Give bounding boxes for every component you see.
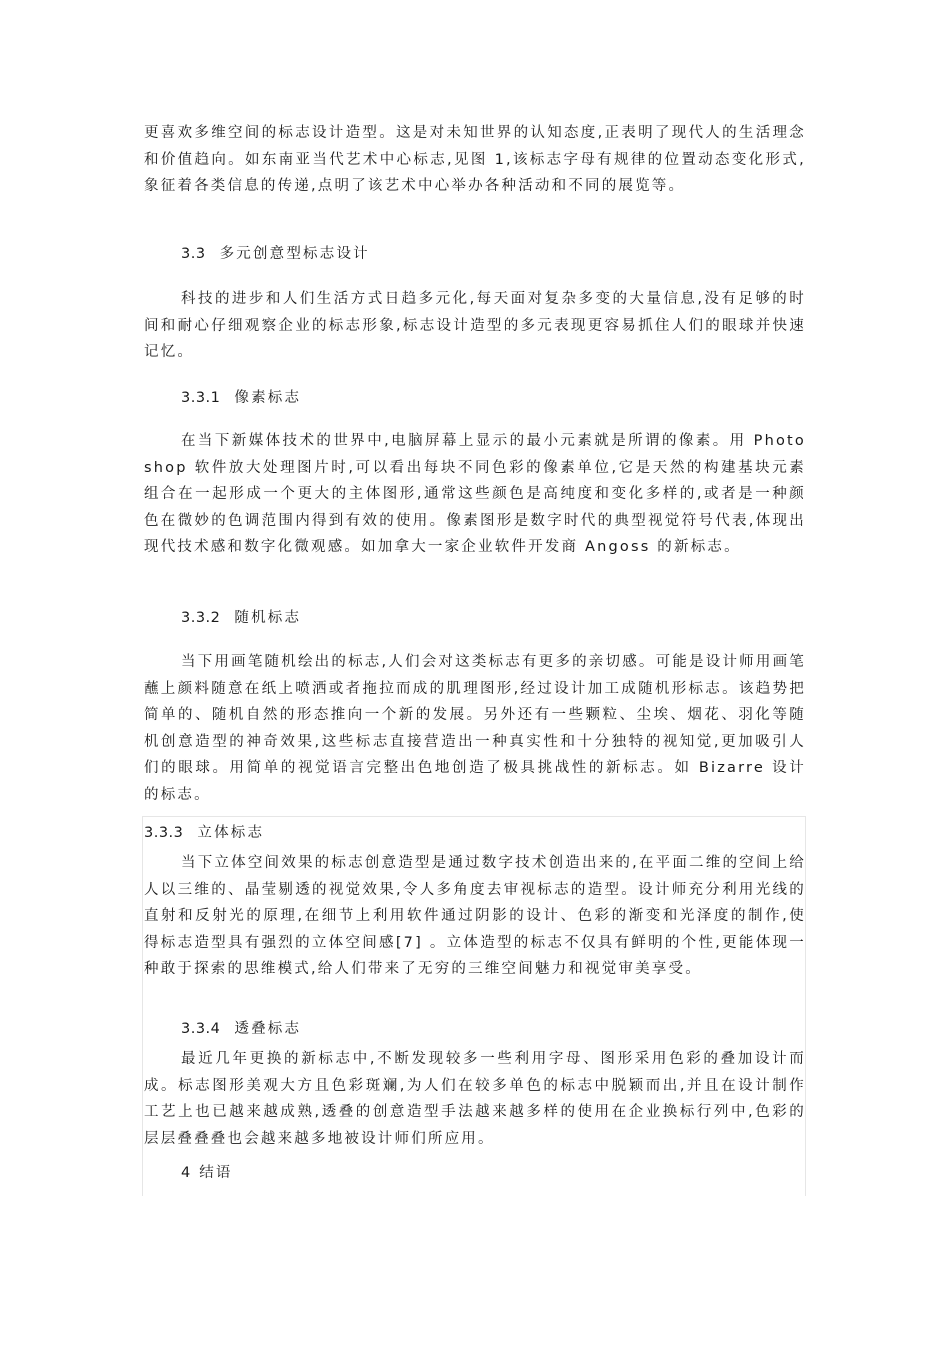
section-number: 3.3.4 xyxy=(181,1021,221,1037)
section-heading-3-3-1 xyxy=(181,387,301,409)
section-title: 4 结语 xyxy=(181,1165,233,1181)
paragraph-3d-logo: 当下立体空间效果的标志创意造型是通过数字技术创造出来的,在平面二维的空间上给人以三维的、晶莹剔透的视觉效果,令人多角度去审视标志的造型。设计师充分利用光线的直射和反射光的原理,在细节上利用软件通过阴影的设计、色彩的渐变和光泽度的制作,使得标志造型具有强烈的立体空间感[7] 。立体造型的标志不仅具有鲜明的个性,更能体现一种敢于探索的思维模式,给人们带来了无穷的三维空间魅力和视觉审美享受。 xyxy=(144,855,806,977)
section-title: 多元创意型标志设计 xyxy=(219,246,370,262)
section-heading-3-3-4 xyxy=(181,1018,301,1040)
section-title: 像素标志 xyxy=(234,390,302,406)
paragraph-multidimensional: 更喜欢多维空间的标志设计造型。这是对未知世界的认知态度,正表明了现代人的生活理念和价值趋向。如东南亚当代艺术中心标志,见图 1,该标志字母有规律的位置动态变化形式,象征着各类信息的传递,点明了该艺术中心举办各种活动和不同的展览等。 xyxy=(144,125,806,194)
section-title: 透叠标志 xyxy=(234,1021,302,1037)
paragraph-overlay-logo: 最近几年更换的新标志中,不断发现较多一些利用字母、图形采用色彩的叠加设计而成。标志图形美观大方且色彩斑斓,为人们在较多单色的标志中脱颖而出,并且在设计制作工艺上也已越来越成熟,透叠的创意造型手法越来越多样的使用在企业换标行列中,色彩的层层叠叠叠也会越来越多地被设计师们所应用。 xyxy=(144,1051,806,1147)
section-number: 3.3.1 xyxy=(181,390,221,406)
section-heading-4-conclusion xyxy=(181,1162,233,1184)
section-heading-3-3 xyxy=(181,243,370,265)
section-heading-3-3-2 xyxy=(181,607,301,629)
section-title: 随机标志 xyxy=(234,610,302,626)
section-title: 立体标志 xyxy=(197,825,265,841)
section-number: 3.3.2 xyxy=(181,610,221,626)
paragraph-pixel-logo: 在当下新媒体技术的世界中,电脑屏幕上显示的最小元素就是所谓的像素。用 Photoshop 软件放大处理图片时,可以看出每块不同色彩的像素单位,它是天然的构建基块元素组合在一起形成一个更大的主体图形,通常这些颜色是高纯度和变化多样的,或者是一种颜色在微妙的色调范围内得到有效的使用。像素图形是数字时代的典型视觉符号代表,体现出现代技术感和数字化微观感。如加拿大一家企业软件开发商 Angoss 的新标志。 xyxy=(144,433,806,555)
section-number: 3.3.3 xyxy=(144,825,184,841)
paragraph-diverse-creative: 科技的进步和人们生活方式日趋多元化,每天面对复杂多变的大量信息,没有足够的时间和耐心仔细观察企业的标志形象,标志设计造型的多元表现更容易抓住人们的眼球并快速记忆。 xyxy=(144,291,806,360)
section-heading-3-3-3 xyxy=(144,822,264,844)
paragraph-random-logo: 当下用画笔随机绘出的标志,人们会对这类标志有更多的亲切感。可能是设计师用画笔蘸上颜料随意在纸上喷洒或者拖拉而成的肌理图形,经过设计加工成随机形标志。该趋势把简单的、随机自然的形态推向一个新的发展。另外还有一些颗粒、尘埃、烟花、羽化等随机创意造型的神奇效果,这些标志直接营造出一种真实性和十分独特的视知觉,更加吸引人们的眼球。用简单的视觉语言完整出色地创造了极具挑战性的新标志。如 Bizarre 设计的标志。 xyxy=(144,654,806,803)
section-number: 3.3 xyxy=(181,246,206,262)
